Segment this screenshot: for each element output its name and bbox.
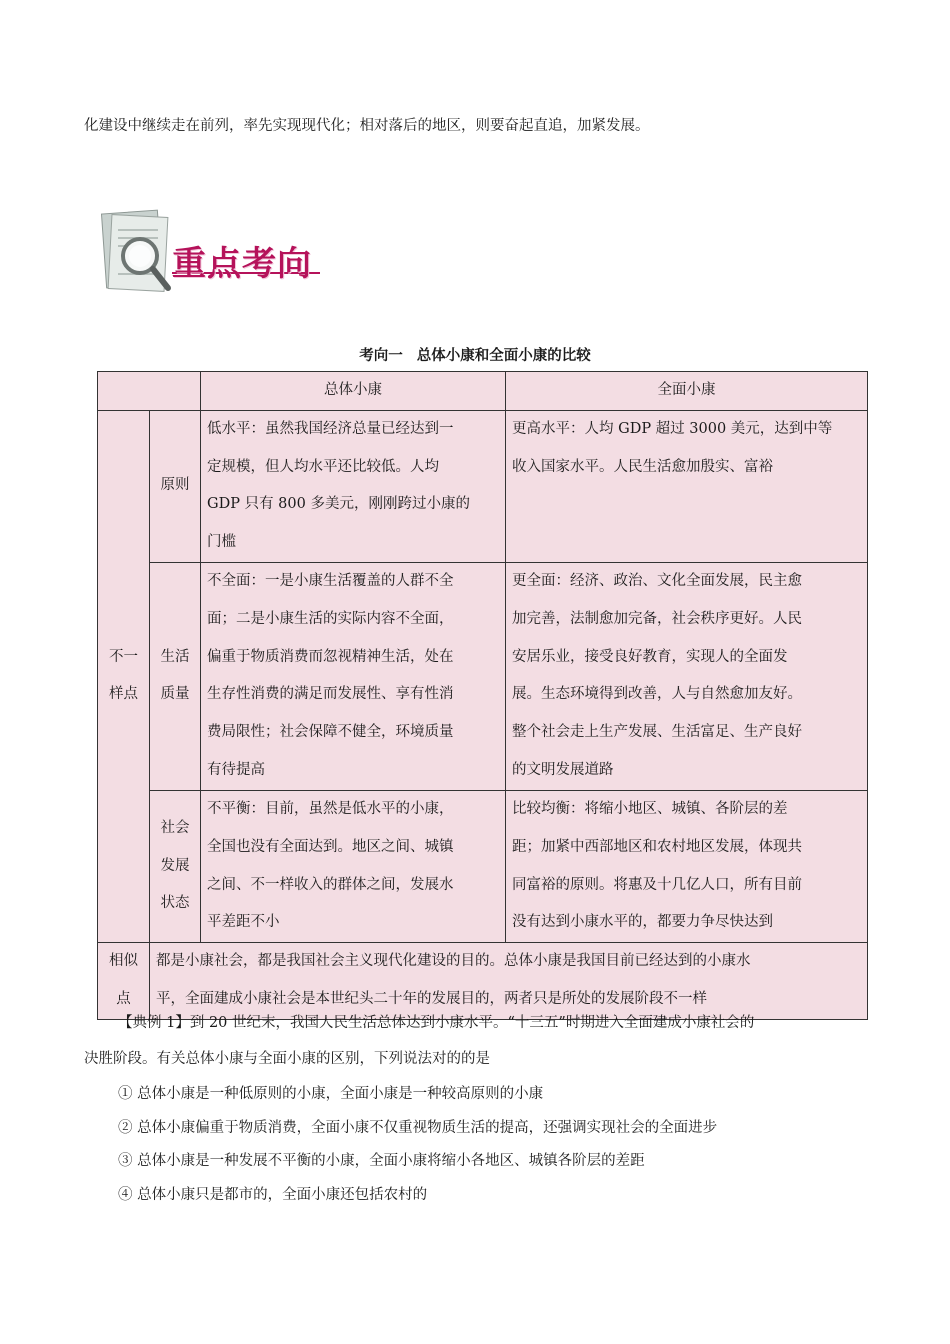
aspect-social-development: 社会 发展 状态: [150, 790, 201, 942]
aspect-life-quality: 生活 质量: [150, 562, 201, 790]
comparison-table: [97, 371, 868, 1020]
header-corner-cell: [98, 372, 201, 411]
example-question-line: 【典例 1】到 20 世纪末，我国人民生活总体达到小康水平。“十三五”时期进入全面建成小康社会的: [118, 1015, 755, 1031]
difference-label: 不一 样点: [98, 410, 150, 942]
comprehensive-life-quality-cell: 更全面：经济、政治、文化全面发展，民主愈 加完善，法制愈加完备，社会秩序更好。人民 安居乐业，接受良好教育，实现人的全面发 展。生态环境得到改善，人与自然愈加友好。 整个社会走上生产发展、生活富足、生产良好 的文明发展道路: [506, 562, 868, 790]
header-overall: 总体小康: [201, 372, 506, 411]
table-row: [98, 410, 868, 562]
option-item: ① 总体小康是一种低原则的小康，全面小康是一种较高原则的小康: [118, 1086, 544, 1102]
table-row: [98, 790, 868, 942]
similar-label: 相似 点: [98, 943, 150, 1020]
overall-principle-cell: 低水平：虽然我国经济总量已经达到一 定规模，但人均水平还比较低。人均 GDP 只有 800 多美元，刚刚跨过小康的 门槛: [201, 410, 506, 562]
option-item: ③ 总体小康是一种发展不平衡的小康，全面小康将缩小各地区、城镇各阶层的差距: [118, 1153, 645, 1169]
overall-social-development-cell: 不平衡：目前，虽然是低水平的小康， 全国也没有全面达到。地区之间、城镇 之间、不一样收入的群体之间，发展水 平差距不小: [201, 790, 506, 942]
table-caption: [0, 344, 950, 365]
example-question-line: 决胜阶段。有关总体小康与全面小康的区别，下列说法对的的是: [84, 1051, 490, 1067]
similarity-row: [98, 943, 868, 1020]
overall-life-quality-cell: 不全面：一是小康生活覆盖的人群不全 面；二是小康生活的实际内容不全面， 偏重于物质消费而忽视精神生活，处在 生存性消费的满足而发展性、享有性消 费局限性；社会保障不健全，环境质量 有待提高: [201, 562, 506, 790]
section-title: 重点考向: [172, 244, 312, 284]
aspect-principle: 原则: [150, 410, 201, 562]
table-header-row: [98, 372, 868, 411]
header-comprehensive: 全面小康: [506, 372, 868, 411]
comprehensive-social-development-cell: 比较均衡：将缩小地区、城镇、各阶层的差 距；加紧中西部地区和农村地区发展，体现共 同富裕的原则。将惠及十几亿人口，所有目前 没有达到小康水平的，都要力争尽快达到: [506, 790, 868, 942]
option-item: ② 总体小康偏重于物质消费，全面小康不仅重视物质生活的提高，还强调实现社会的全面进步: [118, 1120, 718, 1136]
caption-prefix: 考向一: [359, 348, 403, 364]
caption-title: 总体小康和全面小康的比较: [416, 348, 591, 364]
similar-text-cell: 都是小康社会，都是我国社会主义现代化建设的目的。总体小康是我国目前已经达到的小康水 平，全面建成小康社会是本世纪头二十年的发展目的，两者只是所处的发展阶段不一样: [150, 943, 868, 1020]
intro-text: 化建设中继续走在前列，率先实现现代化；相对落后的地区，则要奋起直追，加紧发展。: [84, 118, 650, 134]
option-item: ④ 总体小康只是都市的，全面小康还包括农村的: [118, 1187, 428, 1203]
table-row: [98, 562, 868, 790]
comprehensive-principle-cell: 更高水平：人均 GDP 超过 3000 美元，达到中等 收入国家水平。人民生活愈加殷实、富裕: [506, 410, 868, 562]
